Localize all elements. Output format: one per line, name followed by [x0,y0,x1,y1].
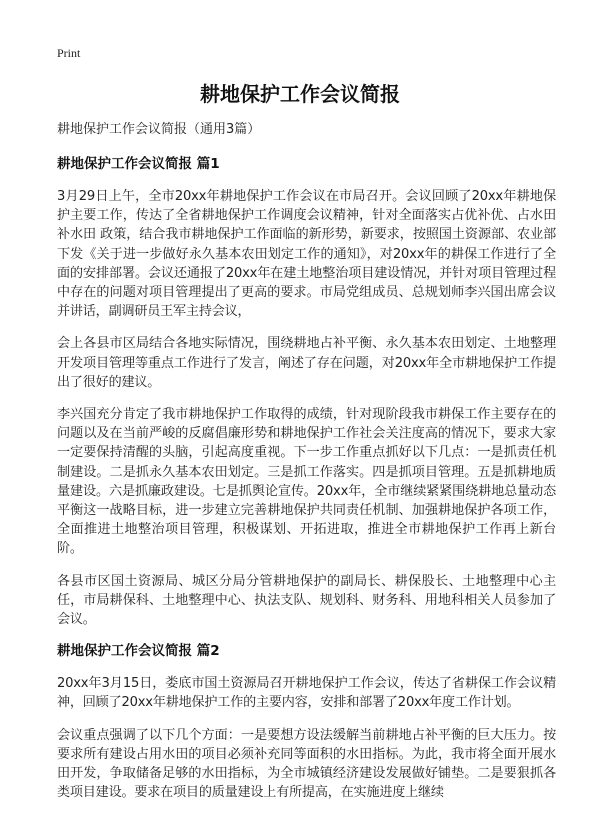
page-title: 耕地保护工作会议简报 [200,82,400,106]
paragraph: 20xx年3月15日，娄底市国土资源局召开耕地保护工作会议，传达了省耕保工作会议精神，回顾了20xx年耕地保护工作的主要内容，安排和部署了20xx年度工作计划。 [57,676,556,711]
document-body [57,121,556,815]
paragraph: 会上各县市区局结合各地实际情况，围绕耕地占补平衡、永久基本农田划定、土地整理开发项目管理等重点工作进行了发言，阐述了存在问题，对20xx年全市耕地保护工作提出了很好的建议。 [57,336,556,390]
paragraph: 3月29日上午，全市20xx年耕地保护工作会议在市局召开。会议回顾了20xx年耕地保护主要工作，传达了全省耕地保护工作调度会议精神，针对全面落实占优补优、占水田补水田 政策，结合我市耕地保护工作面临的新形势，新要求，按照国土资源部、农业部下发《关于进一步做好永久基本农田划定工作的通知》，对20xx年的耕保工作进行了全面的安排部署。会议还通报了20xx年在建土地整治项目建设情况，并针对项目管理过程中存在的问题对项目管理提出了更高的要求。市局党组成员、总规划师李兴国出席会议并讲话，副调研员王军主持会议， [57,189,556,320]
section-heading: 耕地保护工作会议简报 篇1 [57,156,220,172]
print-link[interactable]: Print [57,46,81,60]
section-2 [57,642,556,802]
section-1 [57,155,556,629]
section-heading: 耕地保护工作会议简报 篇2 [57,643,220,660]
paragraph: 会议重点强调了以下几个方面：一是要想方设法缓解当前耕地占补平衡的巨大压力。按要求所有建设占用水田的项目必须补充同等面积的水田指标。为此，我市将全面开展水田开发，争取储备足够的水田指标，为全市城镇经济建设发展做好铺垫。二是要狠抓各类项目建设。要求在项目的质量建设上有所提高，在实施进度上继续 [57,727,556,801]
paragraph: 李兴国充分肯定了我市耕地保护工作取得的成绩，针对现阶段我市耕保工作主要存在的问题以及在当前严峻的反腐倡廉形势和耕地保护工作社会关注度高的情况下，要求大家一定要保持清醒的头脑，引起高度重视。下一步工作重点抓好以下几点：一是抓责任机制建设。二是抓永久基本农田划定。三是抓工作落实。四是抓项目管理。五是抓耕地质量建设。六是抓廉政建设。七是抓舆论宣传。20xx年，全市继续紧紧围绕耕地总量动态平衡这一战略目标，进一步建立完善耕地保护共同责任机制、加强耕地保护各项工作，全面推进土地整治项目管理，积极谋划、开拓进取，推进全市耕地保护工作再上新台阶。 [57,407,556,557]
document-subtitle: 耕地保护工作会议简报（通用3篇） [57,122,261,137]
paragraph: 各县市区国土资源局、城区分局分管耕地保护的副局长、耕保股长、土地整理中心主任，市局耕保科、土地整理中心、执法支队、规划科、财务科、用地科相关人员参加了会议。 [57,573,556,628]
